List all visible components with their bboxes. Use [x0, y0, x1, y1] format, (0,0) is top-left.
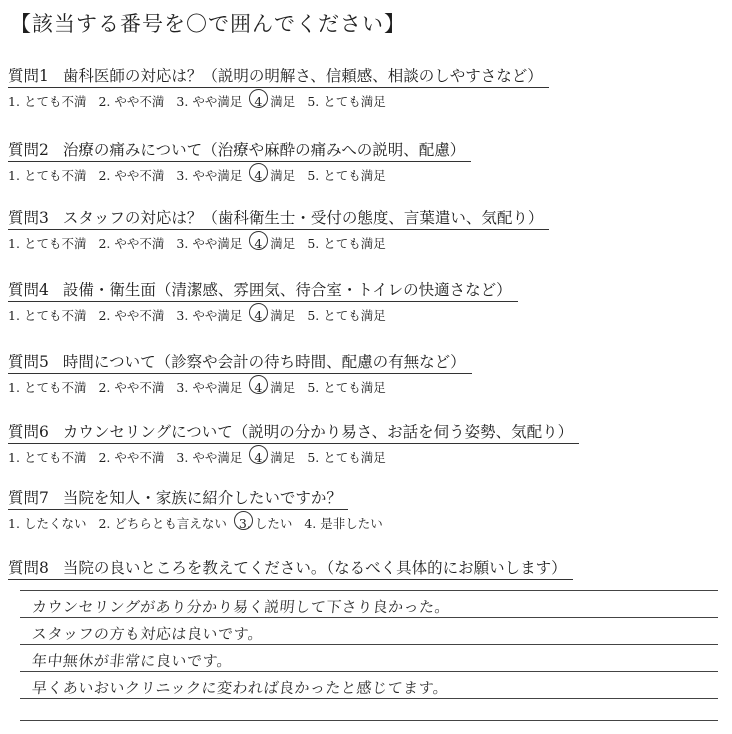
ruled-line	[20, 698, 718, 699]
option-label: 満足	[270, 308, 296, 323]
option-label: やや満足	[192, 450, 243, 465]
question-title	[8, 486, 348, 510]
question-text: カウンセリングについて（説明の分かり易さ、お話を伺う姿勢、気配り）	[62, 423, 574, 441]
option-label: やや不満	[114, 380, 165, 395]
option-number: 1.	[8, 308, 20, 323]
option-label: とても満足	[323, 94, 386, 109]
option-number: 4.	[254, 380, 267, 395]
option-3[interactable]	[176, 234, 242, 252]
option-number: 2.	[98, 308, 111, 323]
option-4[interactable]	[254, 378, 295, 396]
question-number: 質問4	[8, 281, 49, 299]
option-3[interactable]	[176, 306, 242, 324]
question-number: 質問7	[8, 489, 49, 507]
question-5	[8, 350, 722, 396]
option-4[interactable]	[254, 92, 295, 110]
option-number: 5.	[307, 450, 320, 465]
option-1[interactable]	[8, 514, 86, 532]
option-number: 3.	[176, 236, 189, 251]
option-number: 4.	[254, 308, 267, 323]
option-4[interactable]	[254, 448, 295, 466]
option-number: 2.	[98, 236, 111, 251]
option-number: 3.	[176, 168, 189, 183]
question-number: 質問6	[8, 423, 49, 441]
option-number: 2.	[98, 380, 111, 395]
option-label: とても満足	[323, 236, 386, 251]
option-number: 2.	[98, 516, 111, 531]
question-2	[8, 138, 722, 184]
question-text: 当院の良いところを教えてください。（なるべく具体的にお願いします）	[62, 559, 567, 577]
option-label: やや満足	[192, 168, 243, 183]
option-3[interactable]	[239, 514, 292, 532]
option-row	[8, 378, 722, 396]
option-label: とても不満	[23, 236, 87, 251]
option-label: やや不満	[114, 450, 165, 465]
option-5[interactable]	[307, 92, 385, 110]
question-title	[8, 64, 549, 88]
option-label: やや不満	[114, 236, 165, 251]
question-title	[8, 350, 472, 374]
option-3[interactable]	[176, 378, 242, 396]
question-title	[8, 206, 549, 230]
option-label: やや満足	[192, 236, 243, 251]
option-5[interactable]	[307, 166, 385, 184]
option-label: やや満足	[192, 94, 243, 109]
option-label: とても不満	[23, 94, 87, 109]
option-label: 満足	[270, 236, 296, 251]
option-number: 1.	[8, 236, 20, 251]
question-number: 質問2	[8, 141, 49, 159]
question-text: 時間について（診察や会計の待ち時間、配慮の有無など）	[62, 353, 466, 371]
option-number: 4.	[254, 168, 267, 183]
option-1[interactable]	[8, 234, 86, 252]
question-text: 設備・衛生面（清潔感、雰囲気、待合室・トイレの快適さなど）	[62, 281, 512, 299]
option-label: 満足	[270, 450, 296, 465]
page-header: 【該当する番号を〇で囲んでください】	[10, 12, 406, 36]
option-number: 5.	[307, 380, 320, 395]
option-number: 4.	[304, 516, 317, 531]
option-number: 3.	[176, 308, 189, 323]
question-1	[8, 64, 722, 110]
question-4	[8, 278, 722, 324]
question-title	[8, 556, 573, 580]
option-3[interactable]	[176, 92, 242, 110]
option-label: 満足	[270, 168, 296, 183]
option-4[interactable]	[304, 514, 382, 532]
option-label: とても満足	[323, 168, 386, 183]
option-label: やや不満	[114, 94, 165, 109]
option-2[interactable]	[98, 514, 226, 532]
option-2[interactable]	[98, 306, 164, 324]
ruled-line	[20, 590, 718, 591]
option-label: 是非したい	[320, 516, 383, 531]
question-number: 質問8	[8, 559, 49, 577]
option-5[interactable]	[307, 378, 385, 396]
option-label: やや満足	[192, 380, 243, 395]
question-title	[8, 138, 471, 162]
option-row	[8, 306, 722, 324]
option-row	[8, 166, 722, 184]
option-3[interactable]	[176, 166, 242, 184]
option-number: 2.	[98, 94, 111, 109]
option-number: 1.	[8, 516, 20, 531]
option-row	[8, 234, 722, 252]
handwritten-answer: 早くあいおいクリニックに変われば良かったと感じてます。	[31, 679, 450, 697]
option-label: とても満足	[323, 450, 386, 465]
option-number: 1.	[8, 168, 20, 183]
question-text: 当院を知人・家族に紹介したいですか？	[62, 489, 342, 507]
handwritten-answer: スタッフの方も対応は良いです。	[31, 625, 265, 643]
option-number: 5.	[307, 236, 320, 251]
option-number: 5.	[307, 94, 320, 109]
option-label: とても満足	[323, 308, 386, 323]
question-text: 治療の痛みについて（治療や麻酔の痛みへの説明、配慮）	[62, 141, 466, 159]
option-2[interactable]	[98, 448, 164, 466]
question-text: スタッフの対応は？（歯科衛生士・受付の態度、言葉遣い、気配り）	[62, 209, 544, 227]
ruled-line	[20, 720, 718, 721]
option-label: 満足	[270, 380, 296, 395]
handwritten-answer: 年中無休が非常に良いです。	[31, 652, 234, 670]
option-number: 5.	[307, 168, 320, 183]
option-number: 1.	[8, 450, 20, 465]
option-number: 3.	[176, 450, 189, 465]
option-label: やや不満	[114, 168, 165, 183]
option-2[interactable]	[98, 378, 164, 396]
option-label: とても不満	[23, 380, 87, 395]
question-title	[8, 278, 518, 302]
question-8	[8, 556, 722, 580]
option-2[interactable]	[98, 234, 164, 252]
handwritten-answer: カウンセリングがあり分かり易く説明して下さり良かった。	[31, 598, 452, 616]
option-4[interactable]	[254, 306, 295, 324]
option-row	[8, 92, 722, 110]
option-row	[8, 514, 722, 532]
option-label: したい	[254, 516, 293, 531]
option-1[interactable]	[8, 166, 86, 184]
option-label: やや満足	[192, 308, 243, 323]
ruled-line	[20, 644, 718, 645]
option-label: やや不満	[114, 308, 165, 323]
option-label: したくない	[23, 516, 87, 531]
option-2[interactable]	[98, 166, 164, 184]
question-number: 質問1	[8, 67, 49, 85]
option-number: 2.	[98, 168, 111, 183]
question-number: 質問3	[8, 209, 49, 227]
option-number: 1.	[8, 94, 20, 109]
option-1[interactable]	[8, 92, 86, 110]
option-label: とても不満	[23, 308, 87, 323]
question-number: 質問5	[8, 353, 49, 371]
option-3[interactable]	[176, 448, 242, 466]
option-label: とても満足	[323, 380, 386, 395]
option-number: 5.	[307, 308, 320, 323]
option-number: 3.	[176, 94, 189, 109]
option-number: 4.	[254, 236, 267, 251]
option-2[interactable]	[98, 92, 164, 110]
question-3	[8, 206, 722, 252]
question-6	[8, 420, 722, 466]
option-number: 4.	[254, 450, 267, 465]
question-text: 歯科医師の対応は？（説明の明解さ、信頼感、相談のしやすさなど）	[62, 67, 543, 85]
option-label: 満足	[270, 94, 296, 109]
option-label: どちらとも言えない	[114, 516, 227, 531]
option-number: 3.	[176, 380, 189, 395]
ruled-line	[20, 617, 718, 618]
option-1[interactable]	[8, 378, 86, 396]
option-label: とても不満	[23, 450, 87, 465]
option-number: 1.	[8, 380, 20, 395]
option-4[interactable]	[254, 166, 295, 184]
option-row	[8, 448, 722, 466]
question-7	[8, 486, 722, 532]
option-5[interactable]	[307, 234, 385, 252]
option-number: 3.	[238, 516, 251, 531]
question-title	[8, 420, 579, 444]
option-5[interactable]	[307, 306, 385, 324]
option-label: とても不満	[23, 168, 87, 183]
option-1[interactable]	[8, 306, 86, 324]
option-number: 4.	[254, 94, 267, 109]
option-4[interactable]	[254, 234, 295, 252]
ruled-line	[20, 671, 718, 672]
option-number: 2.	[98, 450, 111, 465]
option-5[interactable]	[307, 448, 385, 466]
option-1[interactable]	[8, 448, 86, 466]
